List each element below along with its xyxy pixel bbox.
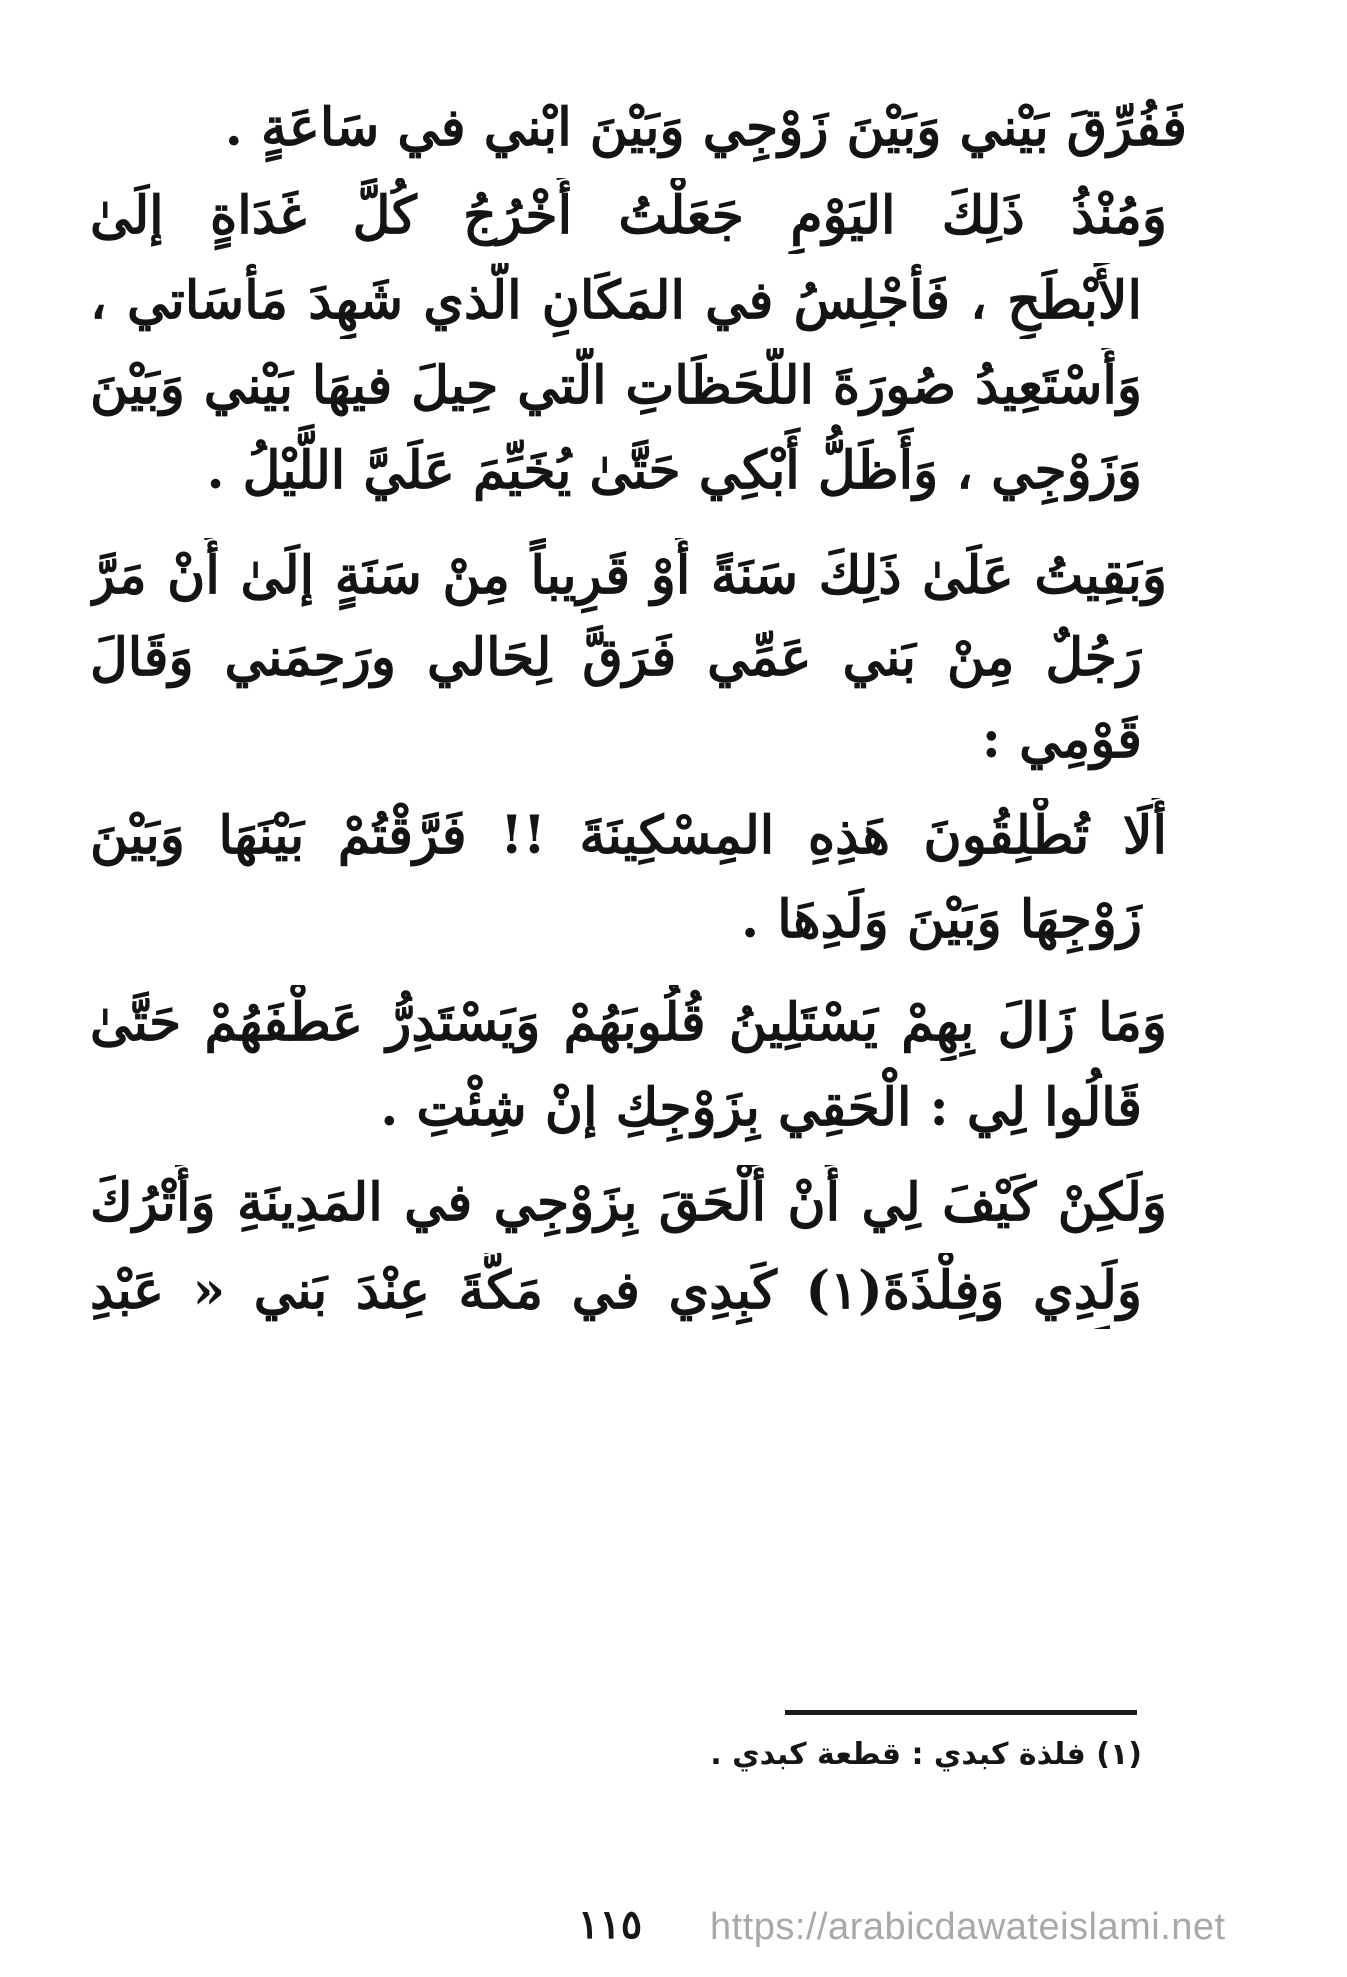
text-line-8: قَوْمِي :: [981, 709, 1142, 770]
text-line-5: وَزَوْجِي ، وَأَظَلُّ أَبْكِي حَتَّىٰ يُخَيِّمَ عَلَيَّ اللَّيْلُ .: [206, 440, 1142, 501]
text-line-3: الأَبْطَحِ ، فَأَجْلِسُ في المَكَانِ الَّذي شَهِدَ مَأْسَاتي ،: [90, 270, 1142, 331]
page-number: ١١٥: [577, 1901, 643, 1948]
text-line-6: وَبَقِيتُ عَلَىٰ ذَلِكَ سَنَةً أَوْ قَرِيباً مِنْ سَنَةٍ إلَىٰ أَنْ مَرَّ: [90, 545, 1167, 606]
text-line-1: فَفُرِّقَ بَيْني وَبَيْنَ زَوْجِي وَبَيْنَ ابْني في سَاعَةٍ .: [224, 97, 1187, 158]
text-line-11: وَمَا زَالَ بِهِمْ يَسْتَلِينُ قُلُوبَهُمْ وَيَسْتَدِرُّ عَطْفَهُمْ حَتَّىٰ: [90, 992, 1167, 1053]
text-line-2: وَمُنْذُ ذَلِكَ اليَوْمِ جَعَلْتُ أَخْرُجُ كُلَّ غَدَاةٍ إلَىٰ: [90, 185, 1167, 246]
text-line-12: قَالُوا لِي : الْحَقِي بِزَوْجِكِ إنْ شِئْتِ .: [380, 1077, 1142, 1138]
text-line-10: زَوْجِهَا وَبَيْنَ وَلَدِهَا .: [741, 889, 1142, 950]
footnote: (١) فلذة كبدي : قطعة كبدي .: [710, 1737, 1142, 1772]
footnote-divider: [785, 1710, 1137, 1715]
text-line-4: وَأَسْتَعِيدُ صُورَةَ اللَّحَظَاتِ الَّتي حِيلَ فيهَا بَيْني وَبَيْنَ: [90, 355, 1142, 416]
watermark-url: https://arabicdawateislami.net: [710, 1906, 1226, 1948]
text-line-7: رَجُلٌ مِنْ بَني عَمِّي فَرَقَّ لِحَالي ورَحِمَني وَقَالَ: [90, 627, 1142, 688]
text-line-14: وَلَدِي وَفِلْذَةَ(١) كَبِدِي في مَكَّةَ عِنْدَ بَني « عَبْدِ: [90, 1260, 1142, 1321]
text-line-9: أَلَا تُطْلِقُونَ هَذِهِ المِسْكِينَةَ !! فَرَّقْتُمْ بَيْنَهَا وَبَيْنَ: [90, 805, 1167, 866]
text-line-13: وَلَكِنْ كَيْفَ لِي أَنْ أَلْحَقَ بِزَوْجِي في المَدِينَةِ وَأَتْرُكَ: [90, 1172, 1167, 1233]
